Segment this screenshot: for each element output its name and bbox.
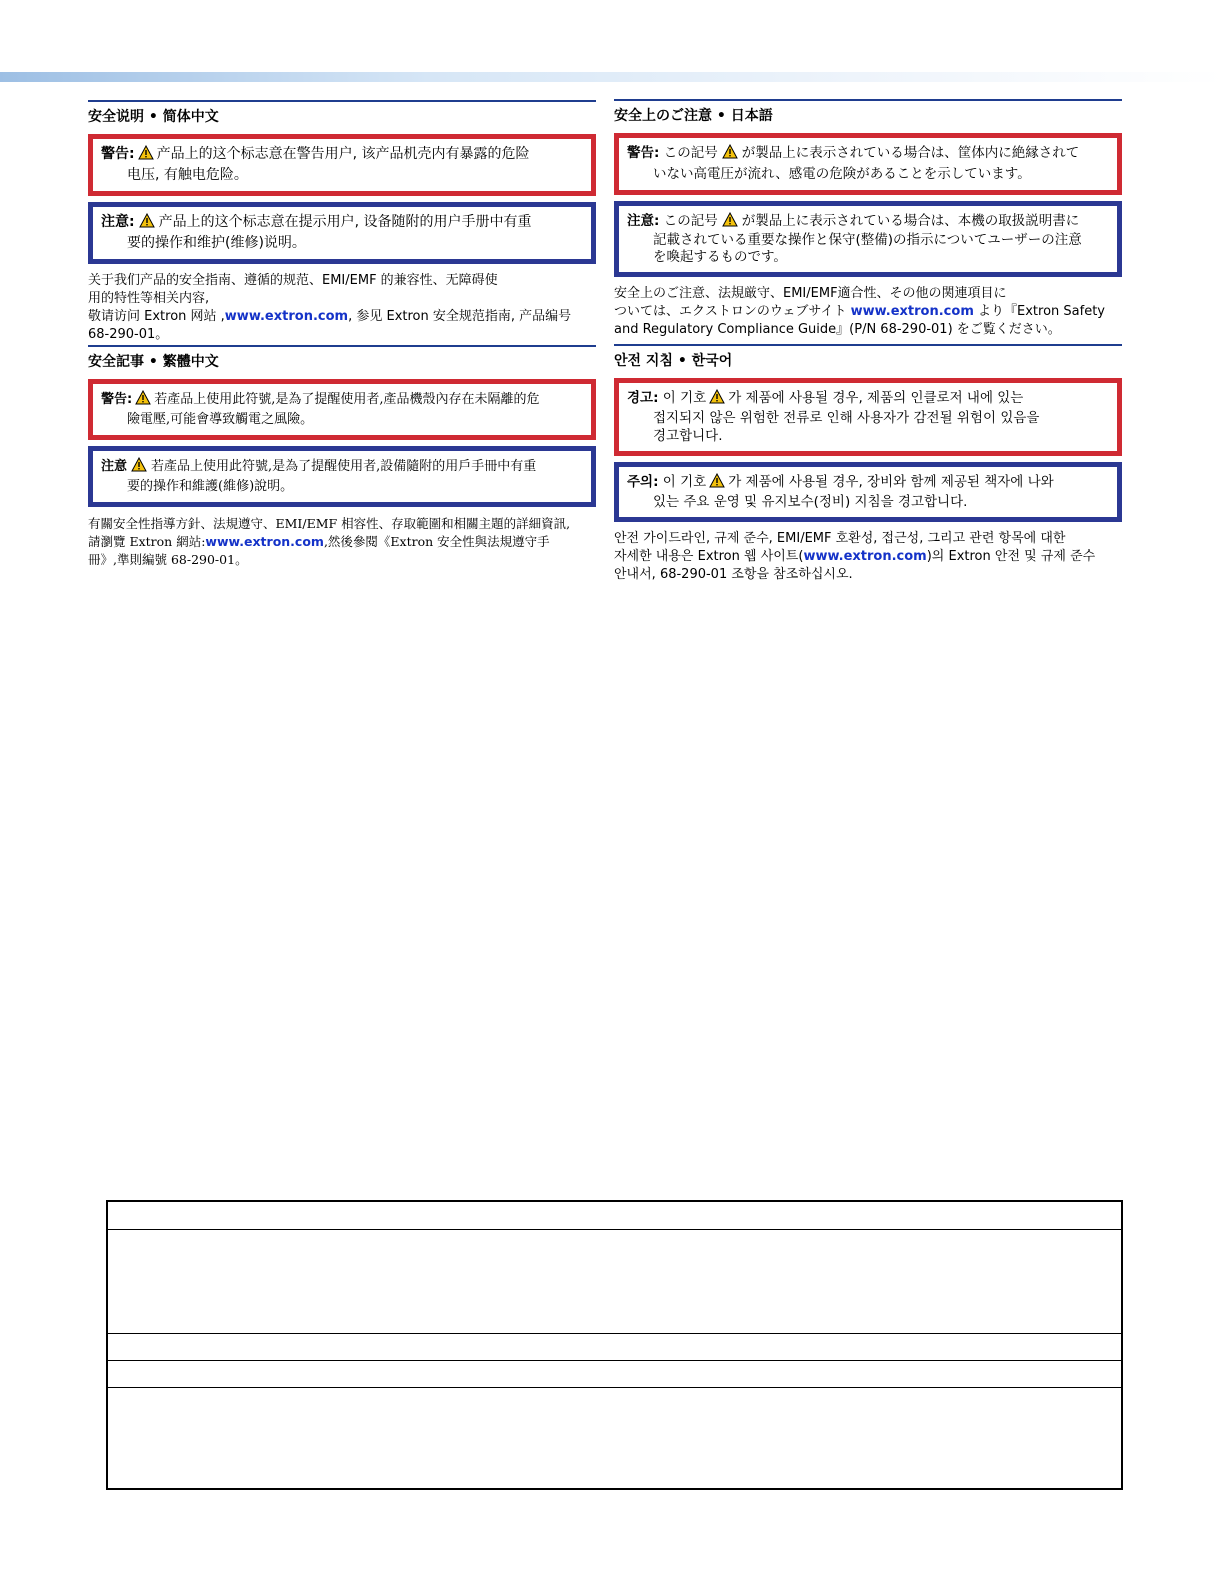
para-text: ついては、エクストロンのウェブサイト [614, 304, 847, 319]
warning-label: 警告: [101, 146, 135, 162]
warning-text-cont: いない高電圧が流れ、感電の危険があることを示しています。 [653, 166, 1031, 182]
caution-text-cont: 要的操作和維護(維修)說明。 [127, 479, 294, 494]
warning-text: 产品上的这个标志意在警告用户, 该产品机壳内有暴露的危险 [156, 146, 530, 162]
section-rule [614, 99, 1122, 101]
caution-text-cont: 要的操作和维护(维修)说明。 [127, 235, 306, 251]
caution-text: 产品上的这个标志意在提示用户, 设备随附的用户手册中有重 [158, 214, 532, 230]
caution-triangle-icon [709, 473, 725, 493]
para-text: 敬请访问 Extron 网站 , [88, 309, 225, 324]
caution-box [614, 201, 1122, 277]
caution-text: この記号 [663, 213, 718, 229]
section-title: 安全記事 • 繁體中文 [88, 354, 219, 370]
warning-label: 警告: [101, 392, 133, 407]
warning-triangle-icon [138, 145, 154, 166]
info-paragraph [88, 515, 596, 569]
para-line: 안내서, 68-290-01 조항을 참조하십시오. [614, 567, 853, 582]
para-line: 用的特性等相关内容, [88, 291, 210, 306]
warning-label: 경고: [627, 390, 659, 406]
warning-text-cont: 접지되지 않은 위험한 전류로 인해 사용자가 감전될 위험이 있음을 [653, 410, 1040, 426]
caution-box [88, 446, 596, 507]
warning-text-cont: 电压, 有触电危险。 [127, 167, 248, 183]
section-traditional-chinese [88, 345, 596, 569]
warning-text-cont: 경고합니다. [653, 428, 723, 444]
para-line: 关于我们产品的安全指南、遵循的规范、EMI/EMF 的兼容性、无障碍使 [88, 273, 498, 288]
section-rule [88, 100, 596, 102]
caution-box [88, 202, 596, 264]
warning-text: 若產品上使用此符號,是為了提醒使用者,產品機殼內存在未隔離的危 [154, 392, 540, 407]
caution-text-cont: 記載されている重要な操作と保守(整備)の指示についてユーザーの注意 [653, 232, 1082, 248]
para-text: より『Extron Safety [978, 304, 1105, 319]
caution-box [614, 462, 1122, 522]
caution-text: 若產品上使用此符號,是為了提醒使用者,設備隨附的用戶手冊中有重 [151, 459, 537, 474]
para-line: 68-290-01。 [88, 327, 169, 342]
table-row-divider [108, 1333, 1121, 1334]
para-line: and Regulatory Compliance Guide』(P/N 68-290-01) をご覧ください。 [614, 322, 1061, 337]
info-paragraph [614, 285, 1122, 339]
warning-triangle-icon [135, 390, 151, 411]
caution-text: 이 기호 [662, 474, 707, 490]
warning-text: 가 제품에 사용될 경우, 제품의 인클로저 내에 있는 [728, 390, 1024, 406]
para-line: 安全上のご注意、法規厳守、EMI/EMF適合性、その他の関連項目に [614, 286, 1007, 301]
caution-text-cont: を喚起するものです。 [653, 249, 787, 265]
section-rule [88, 345, 596, 347]
para-text: 請瀏覽 Extron 網站: [88, 534, 206, 549]
caution-triangle-icon [130, 457, 148, 478]
para-line: 안전 가이드라인, 규제 준수, EMI/EMF 호환성, 접근성, 그리고 관련 항목에 대한 [614, 531, 1066, 546]
para-line: 冊》,準則編號 68-290-01。 [88, 552, 248, 567]
info-paragraph [614, 530, 1122, 584]
para-text: , 参见 Extron 安全规范指南, 产品编号 [348, 309, 572, 324]
warning-text: が製品上に表示されている場合は、筐体内に絶縁されて [741, 145, 1080, 161]
caution-label: 注意: [101, 214, 135, 230]
extron-link[interactable]: www.extron.com [850, 304, 974, 319]
warning-box [614, 133, 1122, 195]
caution-text: 가 제품에 사용될 경우, 장비와 함께 제공된 책자에 나와 [728, 474, 1054, 490]
para-line [614, 303, 1122, 321]
table-row-divider [108, 1360, 1121, 1361]
para-text: 자세한 내용은 Extron 웹 사이트( [614, 549, 804, 564]
warning-triangle-icon [721, 144, 739, 165]
caution-text: が製品上に表示されている場合は、本機の取扱説明書に [741, 213, 1080, 229]
section-rule [614, 344, 1122, 346]
para-line [88, 308, 596, 326]
para-line [614, 548, 1122, 566]
extron-link[interactable]: www.extron.com [224, 309, 349, 324]
caution-label: 注意 [101, 459, 128, 474]
caution-triangle-icon [721, 212, 739, 232]
section-korean [614, 344, 1122, 584]
warning-box [614, 378, 1122, 456]
section-title: 安全上のご注意 • 日本語 [614, 108, 773, 124]
caution-triangle-icon [138, 213, 156, 234]
warning-box [88, 134, 596, 196]
warning-text: この記号 [663, 145, 718, 161]
section-simplified-chinese [88, 100, 596, 344]
caution-label: 주의: [627, 474, 659, 490]
section-japanese [614, 99, 1122, 339]
para-line: 有關安全性指導方針、法規遵守、EMI/EMF 相容性、存取範圍和相關主題的詳細資訊, [88, 516, 571, 531]
warning-triangle-icon [709, 389, 725, 409]
table-row-divider [108, 1229, 1121, 1230]
blank-form-table [106, 1200, 1123, 1490]
warning-text-cont: 險電壓,可能會導致觸電之風險。 [127, 412, 314, 427]
section-title: 安全说明 • 简体中文 [88, 109, 219, 125]
info-paragraph [88, 272, 596, 344]
warning-text: 이 기호 [662, 390, 707, 406]
para-text: )의 Extron 안전 및 규제 준수 [926, 549, 1096, 564]
extron-link[interactable]: www.extron.com [205, 534, 324, 549]
warning-label: 警告: [627, 145, 660, 161]
top-gradient-bar [0, 72, 1224, 82]
para-text: ,然後參閱《Extron 安全性與法規遵守手 [323, 534, 550, 549]
para-line [88, 533, 596, 551]
caution-text-cont: 있는 주요 운영 및 유지보수(정비) 지침을 경고합니다. [653, 494, 968, 510]
section-title: 안전 지침 • 한국어 [614, 353, 733, 369]
extron-link[interactable]: www.extron.com [803, 549, 927, 564]
warning-box [88, 379, 596, 440]
caution-label: 注意: [627, 213, 660, 229]
table-row-divider [108, 1387, 1121, 1388]
